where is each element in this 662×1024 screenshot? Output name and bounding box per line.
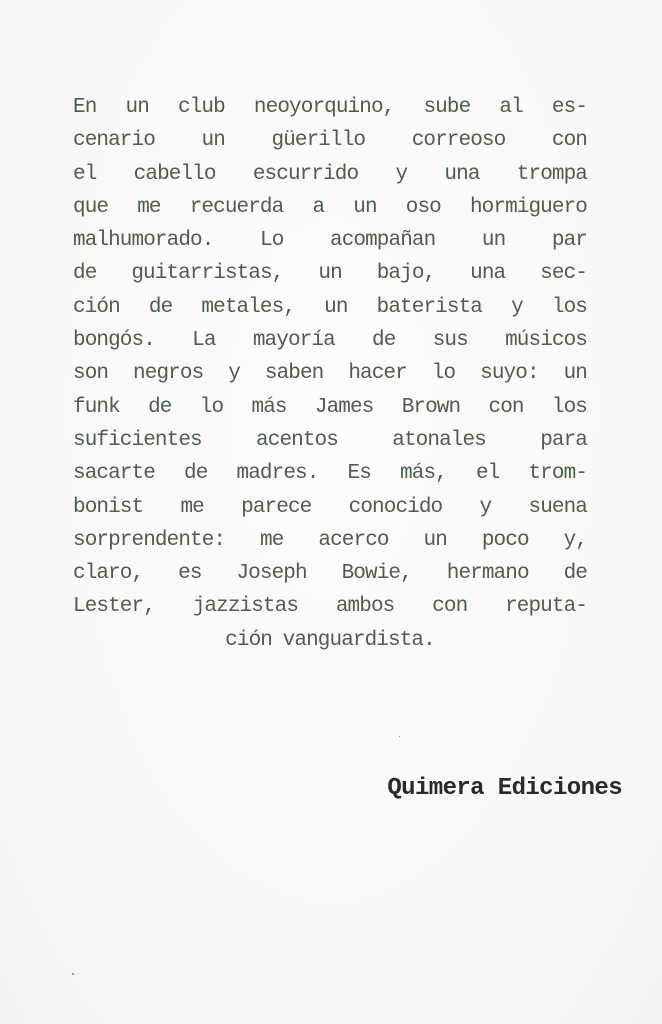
excerpt-line: malhumorado. Lo acompañan un par bbox=[73, 229, 587, 253]
excerpt-line: claro, es Joseph Bowie, hermano de bbox=[73, 562, 587, 586]
excerpt-line: sacarte de madres. Es más, el trom- bbox=[73, 462, 587, 486]
excerpt-line-final: ción vanguardista. bbox=[225, 628, 435, 652]
paper-speck bbox=[399, 736, 400, 737]
excerpt-line: cenario un güerillo correoso con bbox=[73, 129, 587, 153]
excerpt-line: Lester, jazzistas ambos con reputa- bbox=[73, 595, 587, 619]
excerpt-line: ción de metales, un baterista y los bbox=[73, 295, 587, 319]
excerpt-line: que me recuerda a un oso hormiguero bbox=[73, 195, 587, 219]
excerpt-line: En un club neoyorquino, sube al es- bbox=[73, 96, 587, 119]
excerpt-line: bonist me parece conocido y suena bbox=[73, 495, 587, 519]
excerpt-line: suficientes acentos atonales para bbox=[73, 428, 587, 452]
excerpt-line: de guitarristas, un bajo, una sec- bbox=[73, 262, 587, 286]
excerpt-passage bbox=[73, 91, 587, 657]
excerpt-line: son negros y saben hacer lo suyo: un bbox=[73, 362, 587, 386]
excerpt-line: bongós. La mayoría de sus músicos bbox=[73, 329, 587, 353]
paper-speck bbox=[72, 973, 74, 975]
excerpt-line: el cabello escurrido y una trompa bbox=[73, 162, 587, 186]
excerpt-line: sorprendente: me acerco un poco y, bbox=[73, 528, 587, 552]
excerpt-line: funk de lo más James Brown con los bbox=[73, 395, 587, 419]
publisher-name: Quimera Ediciones bbox=[387, 775, 622, 802]
